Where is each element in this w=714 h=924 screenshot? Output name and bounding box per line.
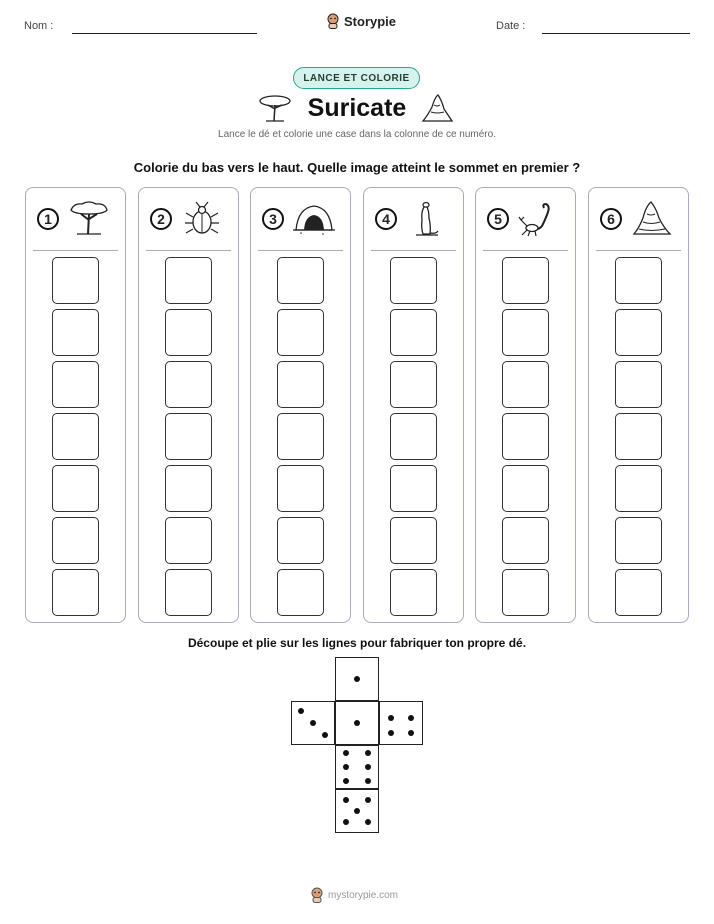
column-5: [475, 187, 576, 623]
date-field-line[interactable]: [542, 33, 690, 34]
dice-pip: [343, 819, 349, 825]
color-cell[interactable]: [390, 413, 437, 460]
acacia-tree-icon: [68, 200, 110, 238]
column-number: 5: [487, 208, 509, 230]
color-cell[interactable]: [277, 361, 324, 408]
dice-face-lower: [335, 745, 379, 789]
column-2: [138, 187, 239, 623]
dice-pip: [408, 730, 414, 736]
dice-pip: [365, 764, 371, 770]
subtitle: Lance le dé et colorie une case dans la colonne de ce numéro.: [218, 129, 496, 140]
activity-badge: LANCE ET COLORIE: [293, 67, 420, 89]
column-number: 1: [37, 208, 59, 230]
color-cell[interactable]: [390, 569, 437, 616]
dice-pip: [322, 732, 328, 738]
dice-pip: [408, 715, 414, 721]
termite-mound-icon: [631, 200, 673, 238]
color-cell[interactable]: [277, 465, 324, 512]
column-separator: [146, 250, 231, 251]
color-cell[interactable]: [502, 309, 549, 356]
color-cell[interactable]: [502, 465, 549, 512]
color-cell[interactable]: [502, 413, 549, 460]
color-cell[interactable]: [277, 517, 324, 564]
column-1: [25, 187, 126, 623]
color-cell[interactable]: [165, 257, 212, 304]
color-cell[interactable]: [52, 517, 99, 564]
dice-pip: [365, 797, 371, 803]
color-cell[interactable]: [52, 569, 99, 616]
dice-pip: [343, 778, 349, 784]
dice-pip: [354, 808, 360, 814]
dice-face-bottom: [335, 789, 379, 833]
color-cell[interactable]: [390, 465, 437, 512]
color-cell[interactable]: [390, 309, 437, 356]
dice-face-top: [335, 657, 379, 701]
color-cell[interactable]: [52, 257, 99, 304]
name-field-line[interactable]: [72, 33, 257, 34]
termite-mound-icon: [420, 93, 454, 123]
dice-face-center: [335, 701, 379, 745]
color-cell[interactable]: [502, 569, 549, 616]
column-number: 4: [375, 208, 397, 230]
date-label: Date :: [496, 20, 526, 32]
color-cell[interactable]: [615, 465, 662, 512]
column-4: [363, 187, 464, 623]
color-cell[interactable]: [277, 257, 324, 304]
color-cell[interactable]: [615, 569, 662, 616]
dice-pip: [365, 778, 371, 784]
dice-pip: [343, 750, 349, 756]
color-cell[interactable]: [165, 361, 212, 408]
dice-face-left: [291, 701, 335, 745]
dice-pip: [354, 676, 360, 682]
color-cell[interactable]: [615, 517, 662, 564]
column-3: [250, 187, 351, 623]
column-separator: [596, 250, 681, 251]
meerkat-icon: [406, 200, 448, 238]
color-cell[interactable]: [615, 309, 662, 356]
color-cell[interactable]: [502, 361, 549, 408]
color-cell[interactable]: [502, 257, 549, 304]
page-title: Suricate: [307, 94, 407, 122]
color-cell[interactable]: [165, 465, 212, 512]
column-number: 2: [150, 208, 172, 230]
dice-pip: [354, 720, 360, 726]
color-cell[interactable]: [390, 517, 437, 564]
brand-name: Storypie: [344, 13, 397, 29]
dice-pip: [388, 730, 394, 736]
color-cell[interactable]: [390, 257, 437, 304]
burrow-icon: [293, 200, 335, 238]
color-cell[interactable]: [165, 569, 212, 616]
storypie-mascot-icon: [310, 887, 324, 903]
scorpion-icon: [518, 200, 560, 238]
color-cell[interactable]: [52, 309, 99, 356]
column-separator: [33, 250, 118, 251]
color-cell[interactable]: [615, 361, 662, 408]
column-number: 6: [600, 208, 622, 230]
dice-pip: [365, 819, 371, 825]
color-cell[interactable]: [52, 465, 99, 512]
dice-face-right: [379, 701, 423, 745]
instruction-text: Colorie du bas vers le haut. Quelle image atteint le sommet en premier ?: [133, 160, 581, 175]
color-cell[interactable]: [615, 413, 662, 460]
beetle-icon: [181, 200, 223, 238]
brand-logo: [326, 13, 396, 29]
color-cell[interactable]: [390, 361, 437, 408]
dice-pip: [343, 764, 349, 770]
color-cell[interactable]: [277, 569, 324, 616]
color-cell[interactable]: [52, 413, 99, 460]
storypie-mascot-icon: [326, 13, 340, 29]
color-cell[interactable]: [277, 413, 324, 460]
dice-pip: [388, 715, 394, 721]
dice-instruction: Découpe et plie sur les lignes pour fabriquer ton propre dé.: [187, 636, 527, 650]
dice-pip: [298, 708, 304, 714]
column-number: 3: [262, 208, 284, 230]
name-label: Nom :: [24, 20, 54, 32]
color-cell[interactable]: [615, 257, 662, 304]
color-cell[interactable]: [165, 413, 212, 460]
dice-pip: [365, 750, 371, 756]
color-cell[interactable]: [502, 517, 549, 564]
footer-url: mystorypie.com: [328, 889, 399, 901]
color-cell[interactable]: [277, 309, 324, 356]
color-cell[interactable]: [165, 309, 212, 356]
column-separator: [258, 250, 343, 251]
dice-pip: [310, 720, 316, 726]
color-cell[interactable]: [165, 517, 212, 564]
dice-pip: [343, 797, 349, 803]
column-6: [588, 187, 689, 623]
footer-logo: [310, 887, 398, 903]
column-separator: [483, 250, 568, 251]
column-separator: [371, 250, 456, 251]
color-cell[interactable]: [52, 361, 99, 408]
